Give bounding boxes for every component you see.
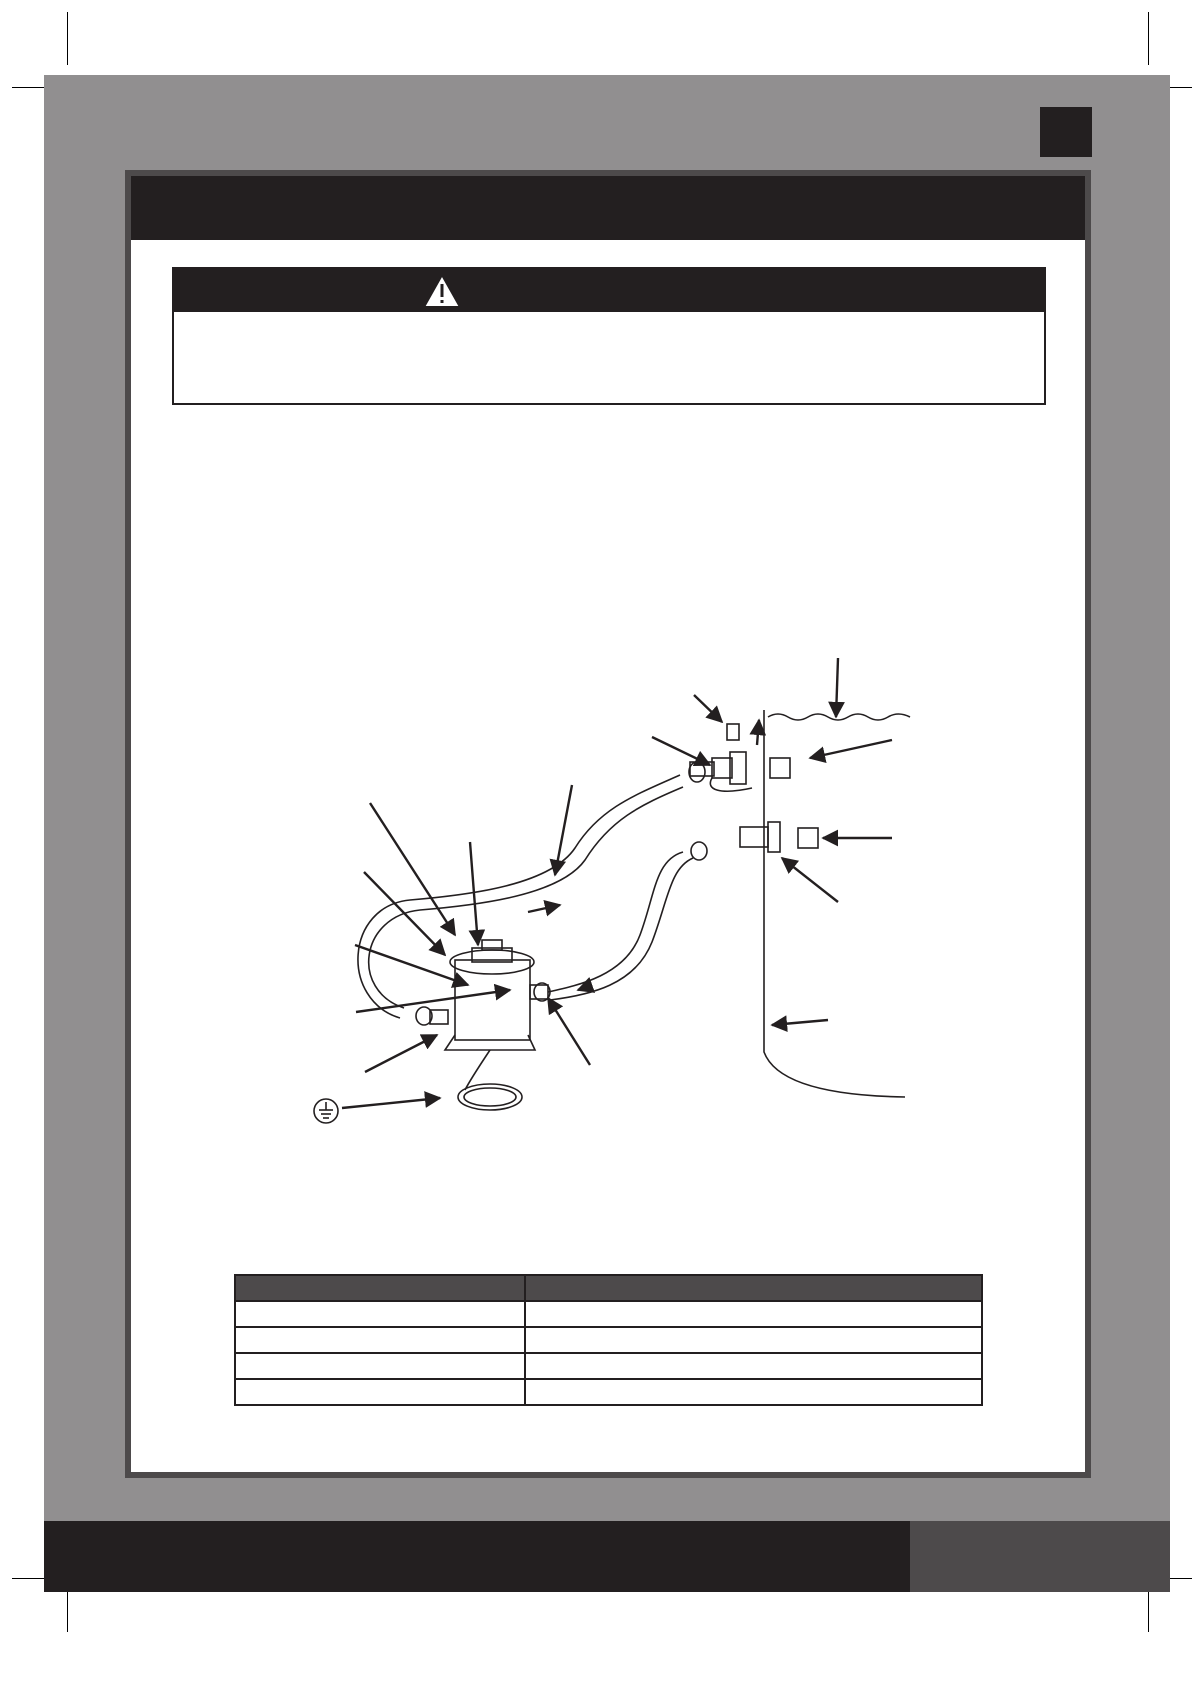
parts-table xyxy=(234,1274,983,1406)
footer-tab xyxy=(910,1521,1170,1592)
water-surface xyxy=(768,714,910,720)
pump-assembly-diagram xyxy=(280,640,920,1140)
crop-mark xyxy=(1148,12,1149,65)
table-row xyxy=(235,1327,982,1353)
table-cell xyxy=(235,1301,525,1327)
inlet-strainer-lower xyxy=(798,828,818,848)
inlet-hose xyxy=(548,852,683,992)
pool-wall xyxy=(764,710,905,1097)
table-cell xyxy=(525,1379,982,1405)
warning-header xyxy=(174,269,1044,312)
parts-table-header xyxy=(235,1275,982,1301)
crop-mark xyxy=(67,1592,68,1632)
page-number-badge xyxy=(1040,107,1092,157)
strainer-connector-lower xyxy=(768,822,780,852)
outlet-hose xyxy=(369,787,683,1008)
section-header xyxy=(131,176,1085,240)
table-row xyxy=(235,1353,982,1379)
table-cell xyxy=(525,1353,982,1379)
crop-mark xyxy=(1148,1592,1149,1632)
air-release-valve xyxy=(727,724,739,740)
table-cell xyxy=(525,1327,982,1353)
warning-triangle-icon xyxy=(422,273,462,309)
crop-mark xyxy=(67,12,68,65)
table-row xyxy=(235,1301,982,1327)
table-cell xyxy=(525,1301,982,1327)
inlet-strainer-upper xyxy=(770,758,790,778)
parts-column-header xyxy=(235,1275,525,1301)
warning-box xyxy=(172,267,1046,405)
footer-bar xyxy=(44,1521,910,1592)
table-cell xyxy=(235,1353,525,1379)
parts-column-header xyxy=(525,1275,982,1301)
table-cell xyxy=(235,1327,525,1353)
table-cell xyxy=(235,1379,525,1405)
table-row xyxy=(235,1379,982,1405)
